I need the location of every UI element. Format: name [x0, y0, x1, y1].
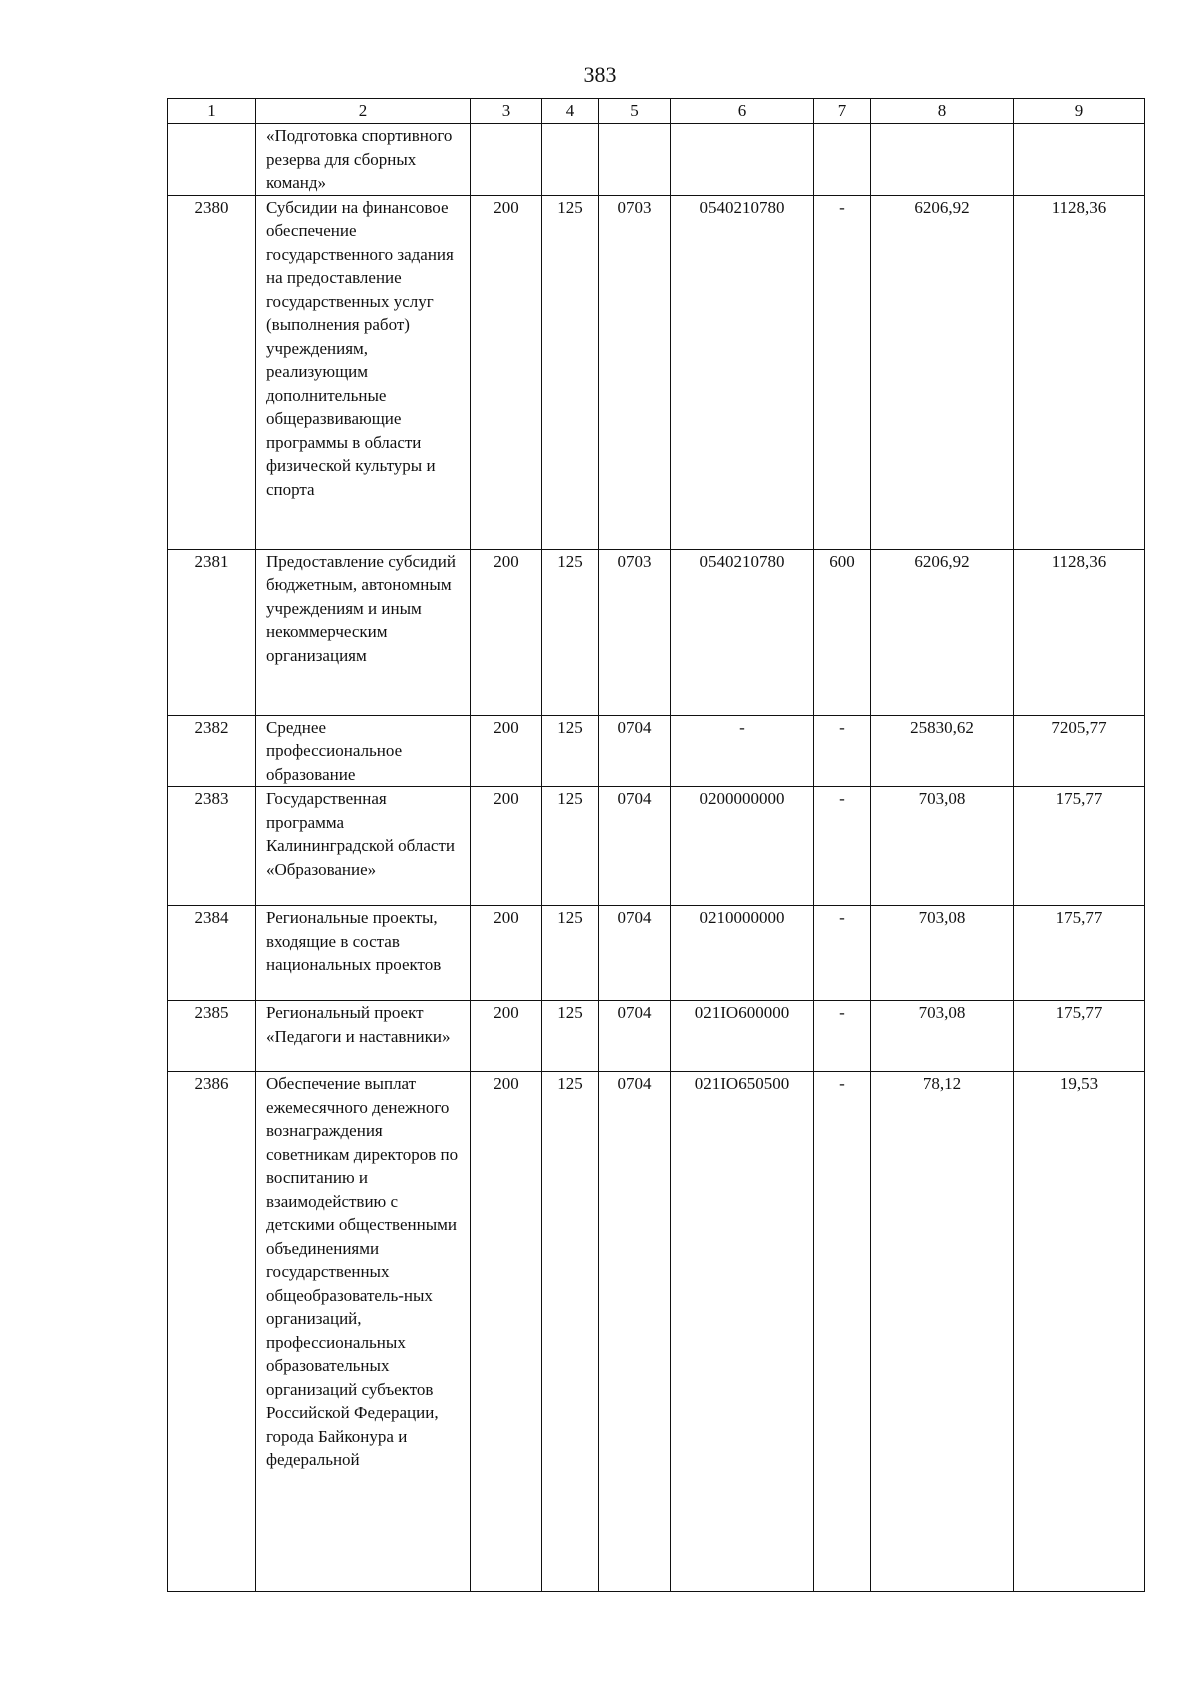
row-name: «Подготовка спортивного резерва для сборных команд»: [256, 124, 471, 196]
cell-c8: 25830,62: [871, 715, 1014, 787]
cell-c6: 021IO600000: [671, 1001, 814, 1072]
cell-c5: [599, 124, 671, 196]
cell-c7: -: [814, 1001, 871, 1072]
row-name: Субсидии на финансовое обеспечение государственного задания на предоставление государственных услуг (выполнения работ) учреждениям, реализующим дополнительные общеразвивающие программы в области физической культуры и спорта: [256, 195, 471, 549]
cell-c8: 703,08: [871, 906, 1014, 1001]
cell-c9: 175,77: [1014, 906, 1145, 1001]
row-name: Предоставление субсидий бюджетным, автономным учреждениям и иным некоммерческим организациям: [256, 549, 471, 715]
table-row: [168, 1072, 1145, 1592]
cell-c9: 19,53: [1014, 1072, 1145, 1592]
header-cell: 3: [471, 99, 542, 124]
row-number: 2384: [168, 906, 256, 1001]
cell-c4: 125: [542, 715, 599, 787]
table-row: [168, 787, 1145, 906]
cell-c8: 6206,92: [871, 195, 1014, 549]
cell-c3: 200: [471, 549, 542, 715]
cell-c6: 0210000000: [671, 906, 814, 1001]
row-number: 2383: [168, 787, 256, 906]
cell-c6: [671, 124, 814, 196]
header-cell: 7: [814, 99, 871, 124]
cell-c9: 7205,77: [1014, 715, 1145, 787]
cell-c7: [814, 124, 871, 196]
cell-c8: 703,08: [871, 787, 1014, 906]
cell-c9: [1014, 124, 1145, 196]
cell-c4: 125: [542, 787, 599, 906]
table-row: [168, 195, 1145, 549]
cell-c5: 0704: [599, 715, 671, 787]
cell-c5: 0704: [599, 906, 671, 1001]
cell-c8: [871, 124, 1014, 196]
table-row: [168, 124, 1145, 196]
table-row: [168, 549, 1145, 715]
cell-c6: 0540210780: [671, 549, 814, 715]
cell-c5: 0703: [599, 195, 671, 549]
header-cell: 9: [1014, 99, 1145, 124]
row-name: Государственная программа Калининградской области «Образование»: [256, 787, 471, 906]
cell-c6: -: [671, 715, 814, 787]
table-row: [168, 1001, 1145, 1072]
row-number: [168, 124, 256, 196]
cell-c5: 0704: [599, 1072, 671, 1592]
row-number: 2382: [168, 715, 256, 787]
cell-c9: 1128,36: [1014, 195, 1145, 549]
header-cell: 8: [871, 99, 1014, 124]
cell-c3: 200: [471, 195, 542, 549]
cell-c7: -: [814, 715, 871, 787]
cell-c3: 200: [471, 715, 542, 787]
cell-c4: 125: [542, 1001, 599, 1072]
header-cell: 5: [599, 99, 671, 124]
cell-c6: 021IO650500: [671, 1072, 814, 1592]
table-header-row: [168, 99, 1145, 124]
cell-c6: 0540210780: [671, 195, 814, 549]
cell-c6: 0200000000: [671, 787, 814, 906]
cell-c4: 125: [542, 906, 599, 1001]
cell-c9: 175,77: [1014, 787, 1145, 906]
row-number: 2381: [168, 549, 256, 715]
row-name: Региональный проект «Педагоги и наставники»: [256, 1001, 471, 1072]
row-number: 2380: [168, 195, 256, 549]
cell-c3: 200: [471, 787, 542, 906]
cell-c5: 0704: [599, 787, 671, 906]
row-name: Среднее профессиональное образование: [256, 715, 471, 787]
cell-c7: 600: [814, 549, 871, 715]
cell-c4: 125: [542, 195, 599, 549]
row-number: 2386: [168, 1072, 256, 1592]
table-row: [168, 906, 1145, 1001]
header-cell: 1: [168, 99, 256, 124]
header-cell: 4: [542, 99, 599, 124]
cell-c7: -: [814, 906, 871, 1001]
cell-c3: 200: [471, 906, 542, 1001]
cell-c8: 703,08: [871, 1001, 1014, 1072]
cell-c7: -: [814, 1072, 871, 1592]
cell-c3: 200: [471, 1072, 542, 1592]
row-number: 2385: [168, 1001, 256, 1072]
cell-c5: 0704: [599, 1001, 671, 1072]
header-cell: 2: [256, 99, 471, 124]
cell-c8: 78,12: [871, 1072, 1014, 1592]
budget-table: [167, 98, 1145, 1592]
page-number: 383: [583, 62, 617, 87]
row-name: Обеспечение выплат ежемесячного денежного вознаграждения советникам директоров по воспитанию и взаимодействию с детскими общественными объединениями государственных общеобразователь-ных организаций, профессиональных образовательных организаций субъектов Российской Федерации, города Байконура и федеральной: [256, 1072, 471, 1592]
cell-c7: -: [814, 787, 871, 906]
cell-c8: 6206,92: [871, 549, 1014, 715]
cell-c3: 200: [471, 1001, 542, 1072]
table-row: [168, 715, 1145, 787]
cell-c5: 0703: [599, 549, 671, 715]
cell-c3: [471, 124, 542, 196]
cell-c7: -: [814, 195, 871, 549]
header-cell: 6: [671, 99, 814, 124]
cell-c4: [542, 124, 599, 196]
cell-c4: 125: [542, 1072, 599, 1592]
cell-c4: 125: [542, 549, 599, 715]
cell-c9: 175,77: [1014, 1001, 1145, 1072]
cell-c9: 1128,36: [1014, 549, 1145, 715]
row-name: Региональные проекты, входящие в состав национальных проектов: [256, 906, 471, 1001]
